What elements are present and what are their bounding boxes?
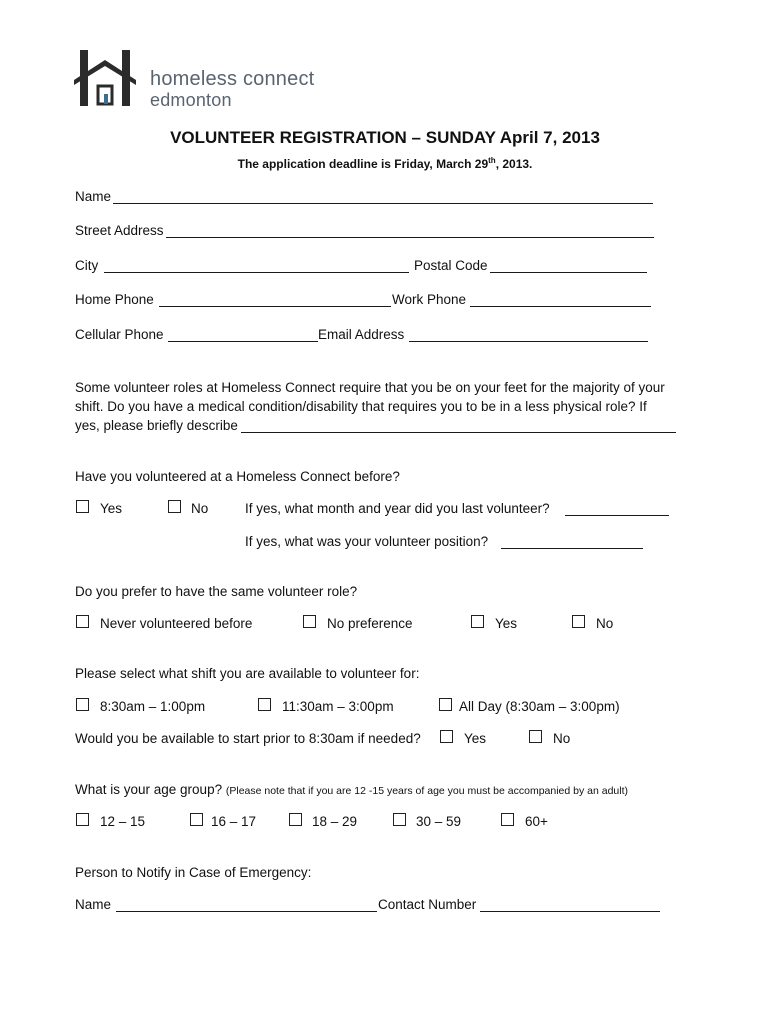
deadline-sup: th — [488, 156, 496, 165]
early-start-question: Would you be available to start prior to 8:30am if needed? — [75, 731, 421, 746]
home-phone-field[interactable] — [159, 292, 391, 307]
emergency-contact-field[interactable] — [480, 897, 660, 912]
postal-field[interactable] — [490, 258, 647, 273]
age-question-text: What is your age group? — [75, 782, 223, 797]
city-label: City — [75, 258, 99, 273]
medical-text-2: shift. Do you have a medical condition/disability that requires you to be in a less physical role? If — [75, 399, 647, 414]
volunteered-no-checkbox[interactable] — [168, 500, 181, 513]
city-field[interactable] — [104, 258, 409, 273]
home-phone-label: Home Phone — [75, 292, 154, 307]
name-label: Name — [75, 189, 112, 204]
age-18-29-checkbox[interactable] — [289, 813, 302, 826]
early-start-yes-label: Yes — [464, 731, 487, 746]
deadline-post: , 2013. — [495, 157, 533, 171]
logo — [74, 50, 334, 110]
shift-morning-label: 8:30am – 1:00pm — [100, 699, 206, 714]
volunteered-no-label: No — [191, 501, 209, 516]
age-12-15-checkbox[interactable] — [76, 813, 89, 826]
age-12-15-label: 12 – 15 — [100, 814, 146, 829]
age-16-17-checkbox[interactable] — [190, 813, 203, 826]
name-field[interactable] — [113, 189, 653, 204]
work-phone-label: Work Phone — [392, 292, 467, 307]
early-start-yes-checkbox[interactable] — [440, 730, 453, 743]
last-volunteer-field[interactable] — [565, 501, 669, 516]
medical-description-field[interactable] — [241, 418, 676, 433]
emergency-name-field[interactable] — [116, 897, 377, 912]
logo-text-line2: edmonton — [150, 90, 232, 110]
same-role-no-checkbox[interactable] — [572, 615, 585, 628]
emergency-name-label: Name — [75, 897, 112, 912]
cell-phone-label: Cellular Phone — [75, 327, 164, 342]
age-question — [75, 782, 628, 799]
same-role-yes-checkbox[interactable] — [471, 615, 484, 628]
no-preference-checkbox[interactable] — [303, 615, 316, 628]
street-field[interactable] — [166, 223, 654, 238]
shift-afternoon-label: 11:30am – 3:00pm — [282, 699, 394, 714]
age-18-29-label: 18 – 29 — [312, 814, 358, 829]
position-question: If yes, what was your volunteer position? — [245, 534, 489, 549]
postal-label: Postal Code — [414, 258, 488, 273]
shift-all-day-checkbox[interactable] — [439, 698, 452, 711]
emergency-heading: Person to Notify in Case of Emergency: — [75, 865, 312, 880]
age-30-59-checkbox[interactable] — [393, 813, 406, 826]
same-role-yes-label: Yes — [495, 616, 518, 631]
position-field[interactable] — [501, 534, 643, 549]
logo-text-line1: homeless connect — [150, 68, 315, 90]
shift-all-day-label: All Day (8:30am – 3:00pm) — [459, 699, 620, 714]
never-volunteered-checkbox[interactable] — [76, 615, 89, 628]
age-note: (Please note that if you are 12 -15 years of age you must be accompanied by an adult) — [225, 785, 629, 797]
same-role-no-label: No — [596, 616, 614, 631]
early-start-no-checkbox[interactable] — [529, 730, 542, 743]
age-30-59-label: 30 – 59 — [416, 814, 462, 829]
never-volunteered-label: Never volunteered before — [100, 616, 253, 631]
age-16-17-label: 16 – 17 — [211, 814, 257, 829]
emergency-contact-label: Contact Number — [378, 897, 477, 912]
no-preference-label: No preference — [327, 616, 413, 631]
email-field[interactable] — [409, 327, 648, 342]
same-role-question: Do you prefer to have the same volunteer role? — [75, 584, 358, 599]
medical-text-1: Some volunteer roles at Homeless Connect require that you be on your feet for the majority of your — [75, 380, 665, 395]
street-label: Street Address — [75, 223, 164, 238]
shift-afternoon-checkbox[interactable] — [258, 698, 271, 711]
age-60-plus-checkbox[interactable] — [501, 813, 514, 826]
deadline-pre: The application deadline is Friday, March 29 — [237, 157, 489, 171]
shift-question: Please select what shift you are available to volunteer for: — [75, 666, 420, 681]
age-60-plus-label: 60+ — [525, 814, 548, 829]
early-start-no-label: No — [553, 731, 571, 746]
email-label: Email Address — [318, 327, 405, 342]
house-logo-icon — [74, 50, 144, 106]
medical-text-3: yes, please briefly describe — [75, 418, 238, 433]
volunteered-yes-label: Yes — [100, 501, 123, 516]
deadline-text — [0, 156, 770, 171]
work-phone-field[interactable] — [470, 292, 651, 307]
page-title: VOLUNTEER REGISTRATION – SUNDAY April 7, 2013 — [170, 128, 600, 147]
last-volunteer-question: If yes, what month and year did you last volunteer? — [245, 501, 550, 516]
volunteered-question: Have you volunteered at a Homeless Connect before? — [75, 469, 400, 484]
cell-phone-field[interactable] — [168, 327, 318, 342]
shift-morning-checkbox[interactable] — [76, 698, 89, 711]
volunteered-yes-checkbox[interactable] — [76, 500, 89, 513]
